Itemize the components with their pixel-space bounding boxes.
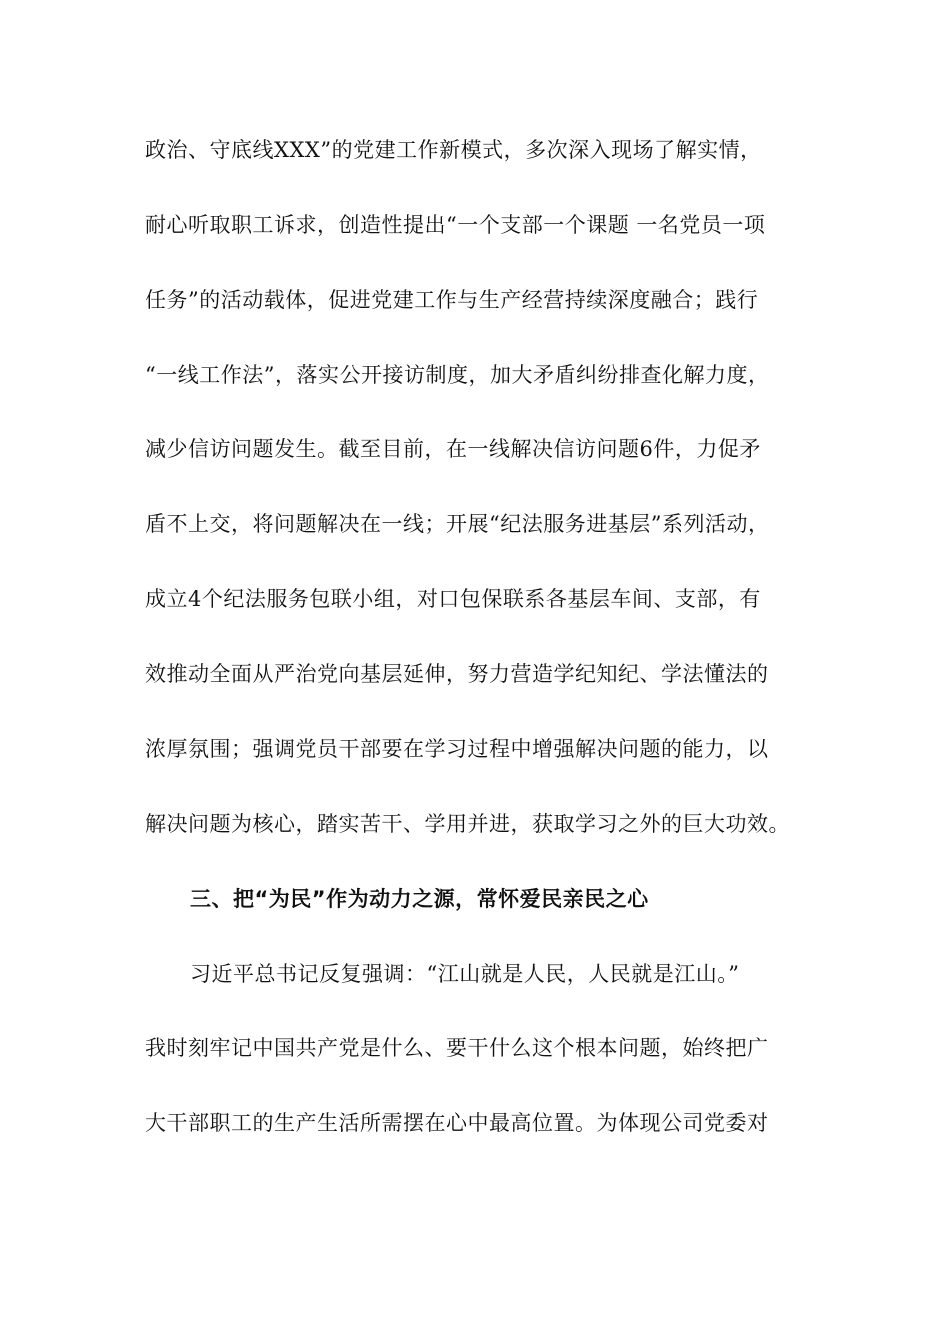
body-text-line: 解决问题为核心，踏实苦干、学用并进，获取学习之外的巨大功效。 — [145, 812, 790, 836]
body-text-line: 效推动全面从严治党向基层延伸，努力营造学纪知纪、学法懂法的 — [145, 662, 769, 686]
body-text-line: 政治、守底线XXX”的党建工作新模式，多次深入现场了解实情， — [145, 138, 762, 162]
body-text-line: 任务”的活动载体，促进党建工作与生产经营持续深度融合；践行 — [145, 288, 759, 312]
body-text-line: 成立4个纪法服务包联小组，对口包保联系各基层车间、支部，有 — [145, 587, 761, 611]
body-text-line: 减少信访问题发生。截至目前，在一线解决信访问题6件，力促矛 — [145, 437, 761, 461]
body-text-line: 大干部职工的生产生活所需摆在心中最高位置。为体现公司党委对 — [145, 1111, 769, 1135]
body-text-line: 盾不上交，将问题解决在一线；开展“纪法服务进基层”系列活动， — [145, 512, 770, 536]
body-text-line: “一线工作法”，落实公开接访制度，加大矛盾纠纷排查化解力度， — [145, 363, 770, 387]
body-text-line: 我时刻牢记中国共产党是什么、要干什么这个根本问题，始终把广 — [145, 1036, 769, 1060]
section-heading: 三、把“为民”作为动力之源，常怀爱民亲民之心 — [190, 887, 649, 911]
body-text-line: 浓厚氛围；强调党员干部要在学习过程中增强解决问题的能力，以 — [145, 737, 769, 761]
body-text-line: 习近平总书记反复强调：“江山就是人民，人民就是江山。” — [190, 962, 740, 986]
body-text-line: 耐心听取职工诉求，创造性提出“一个支部一个课题 一名党员一项 — [145, 213, 766, 237]
